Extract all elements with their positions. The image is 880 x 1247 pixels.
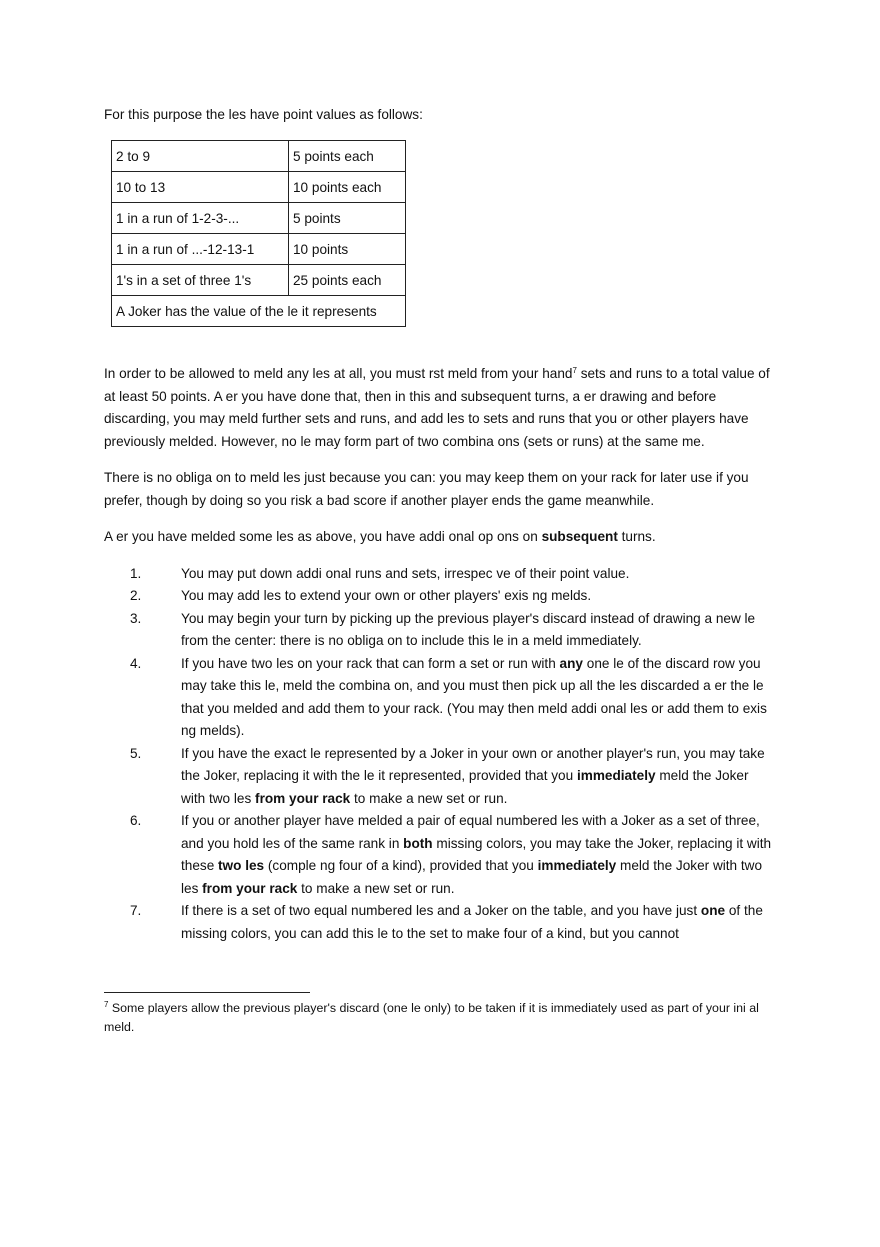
list-number: 6. xyxy=(130,813,142,828)
point-value-cell: 5 points xyxy=(289,203,406,234)
point-value-cell: 10 points each xyxy=(289,172,406,203)
footnote-number: 7 xyxy=(104,1000,109,1009)
tile-range-cell: 2 to 9 xyxy=(112,141,289,172)
tile-range-cell: 1 in a run of ...-12-13-1 xyxy=(112,234,289,265)
list-item: 4. If you have two les on your rack that can form a set or run with any one le of the discard row you may take this le, meld the combina on, and you must then pick up all the les discarded a er the le that you melded and add them to your rack. (You may then meld addi onal les or add them to exis ng melds). xyxy=(104,653,776,743)
list-number: 2. xyxy=(130,588,142,603)
point-value-cell: 5 points each xyxy=(289,141,406,172)
footnote-separator xyxy=(104,992,310,993)
table-row xyxy=(112,234,406,265)
list-number: 7. xyxy=(130,903,142,918)
joker-value-cell: A Joker has the value of the le it represents xyxy=(112,296,406,327)
rules-body xyxy=(104,363,776,945)
footnote-reference: 7 xyxy=(572,366,577,375)
options-intro-paragraph: A er you have melded some les as above, you have addi onal op ons on subsequent turns. xyxy=(104,529,656,544)
tile-range-cell: 1 in a run of 1-2-3-... xyxy=(112,203,289,234)
table-row xyxy=(112,296,406,327)
melding-paragraph: In order to be allowed to meld any les at all, you must rst meld from your hand$^7$ sets and runs to a total value of at least 50 points. A er you have done that, then in this and subsequent turns, a er drawing and before discarding, you may meld further sets and runs, and add les to sets and runs that you or other players have previously melded. However, no le may form part of two combina ons (sets or runs) at the same me. xyxy=(104,366,770,449)
tile-range-cell: 1's in a set of three 1's xyxy=(112,265,289,296)
table-row xyxy=(112,172,406,203)
list-item: 1. You may put down addi onal runs and sets, irrespec ve of their point value. xyxy=(104,563,776,586)
list-item: 6. If you or another player have melded a pair of equal numbered les with a Joker as a set of three, and you hold les of the same rank in both missing colors, you may take the Joker, replacing it with these two les (comple ng four of a kind), provided that you immediately meld the Joker with two les from your rack to make a new set or run. xyxy=(104,810,776,900)
table-row xyxy=(112,265,406,296)
list-item: 2. You may add les to extend your own or other players' exis ng melds. xyxy=(104,585,776,608)
table-row xyxy=(112,203,406,234)
obligation-paragraph: There is no obliga on to meld les just because you can: you may keep them on your rack for later use if you prefer, though by doing so you risk a bad score if another player ends the game meanwhile. xyxy=(104,470,749,508)
list-number: 5. xyxy=(130,745,142,761)
footnote: $^7$ Some players allow the previous player's discard (one le only) to be taken if it is immediately used as part of your ini al meld. xyxy=(104,1000,759,1034)
options-list xyxy=(104,563,776,946)
point-value-cell: 10 points xyxy=(289,234,406,265)
list-number: 1. xyxy=(130,565,142,581)
list-item: 7. If there is a set of two equal numbered les and a Joker on the table, and you have just one of the missing colors, you can add this le to the set to make four of a kind, but you cannot xyxy=(104,900,776,945)
list-item: 5. If you have the exact le represented by a Joker in your own or another player's run, you may take the Joker, replacing it with the le it represented, provided that you immediately meld the Joker with two les from your rack to make a new set or run. xyxy=(104,743,776,811)
table-row xyxy=(112,141,406,172)
intro-text: For this purpose the les have point values as follows: xyxy=(104,107,423,122)
point-values-table xyxy=(111,140,406,327)
tile-range-cell: 10 to 13 xyxy=(112,172,289,203)
list-item: 3. You may begin your turn by picking up the previous player's discard instead of drawing a new le from the center: there is no obliga on to include this le in a meld immediately. xyxy=(104,608,776,653)
list-number: 4. xyxy=(130,655,142,671)
list-number: 3. xyxy=(130,610,142,626)
point-value-cell: 25 points each xyxy=(289,265,406,296)
